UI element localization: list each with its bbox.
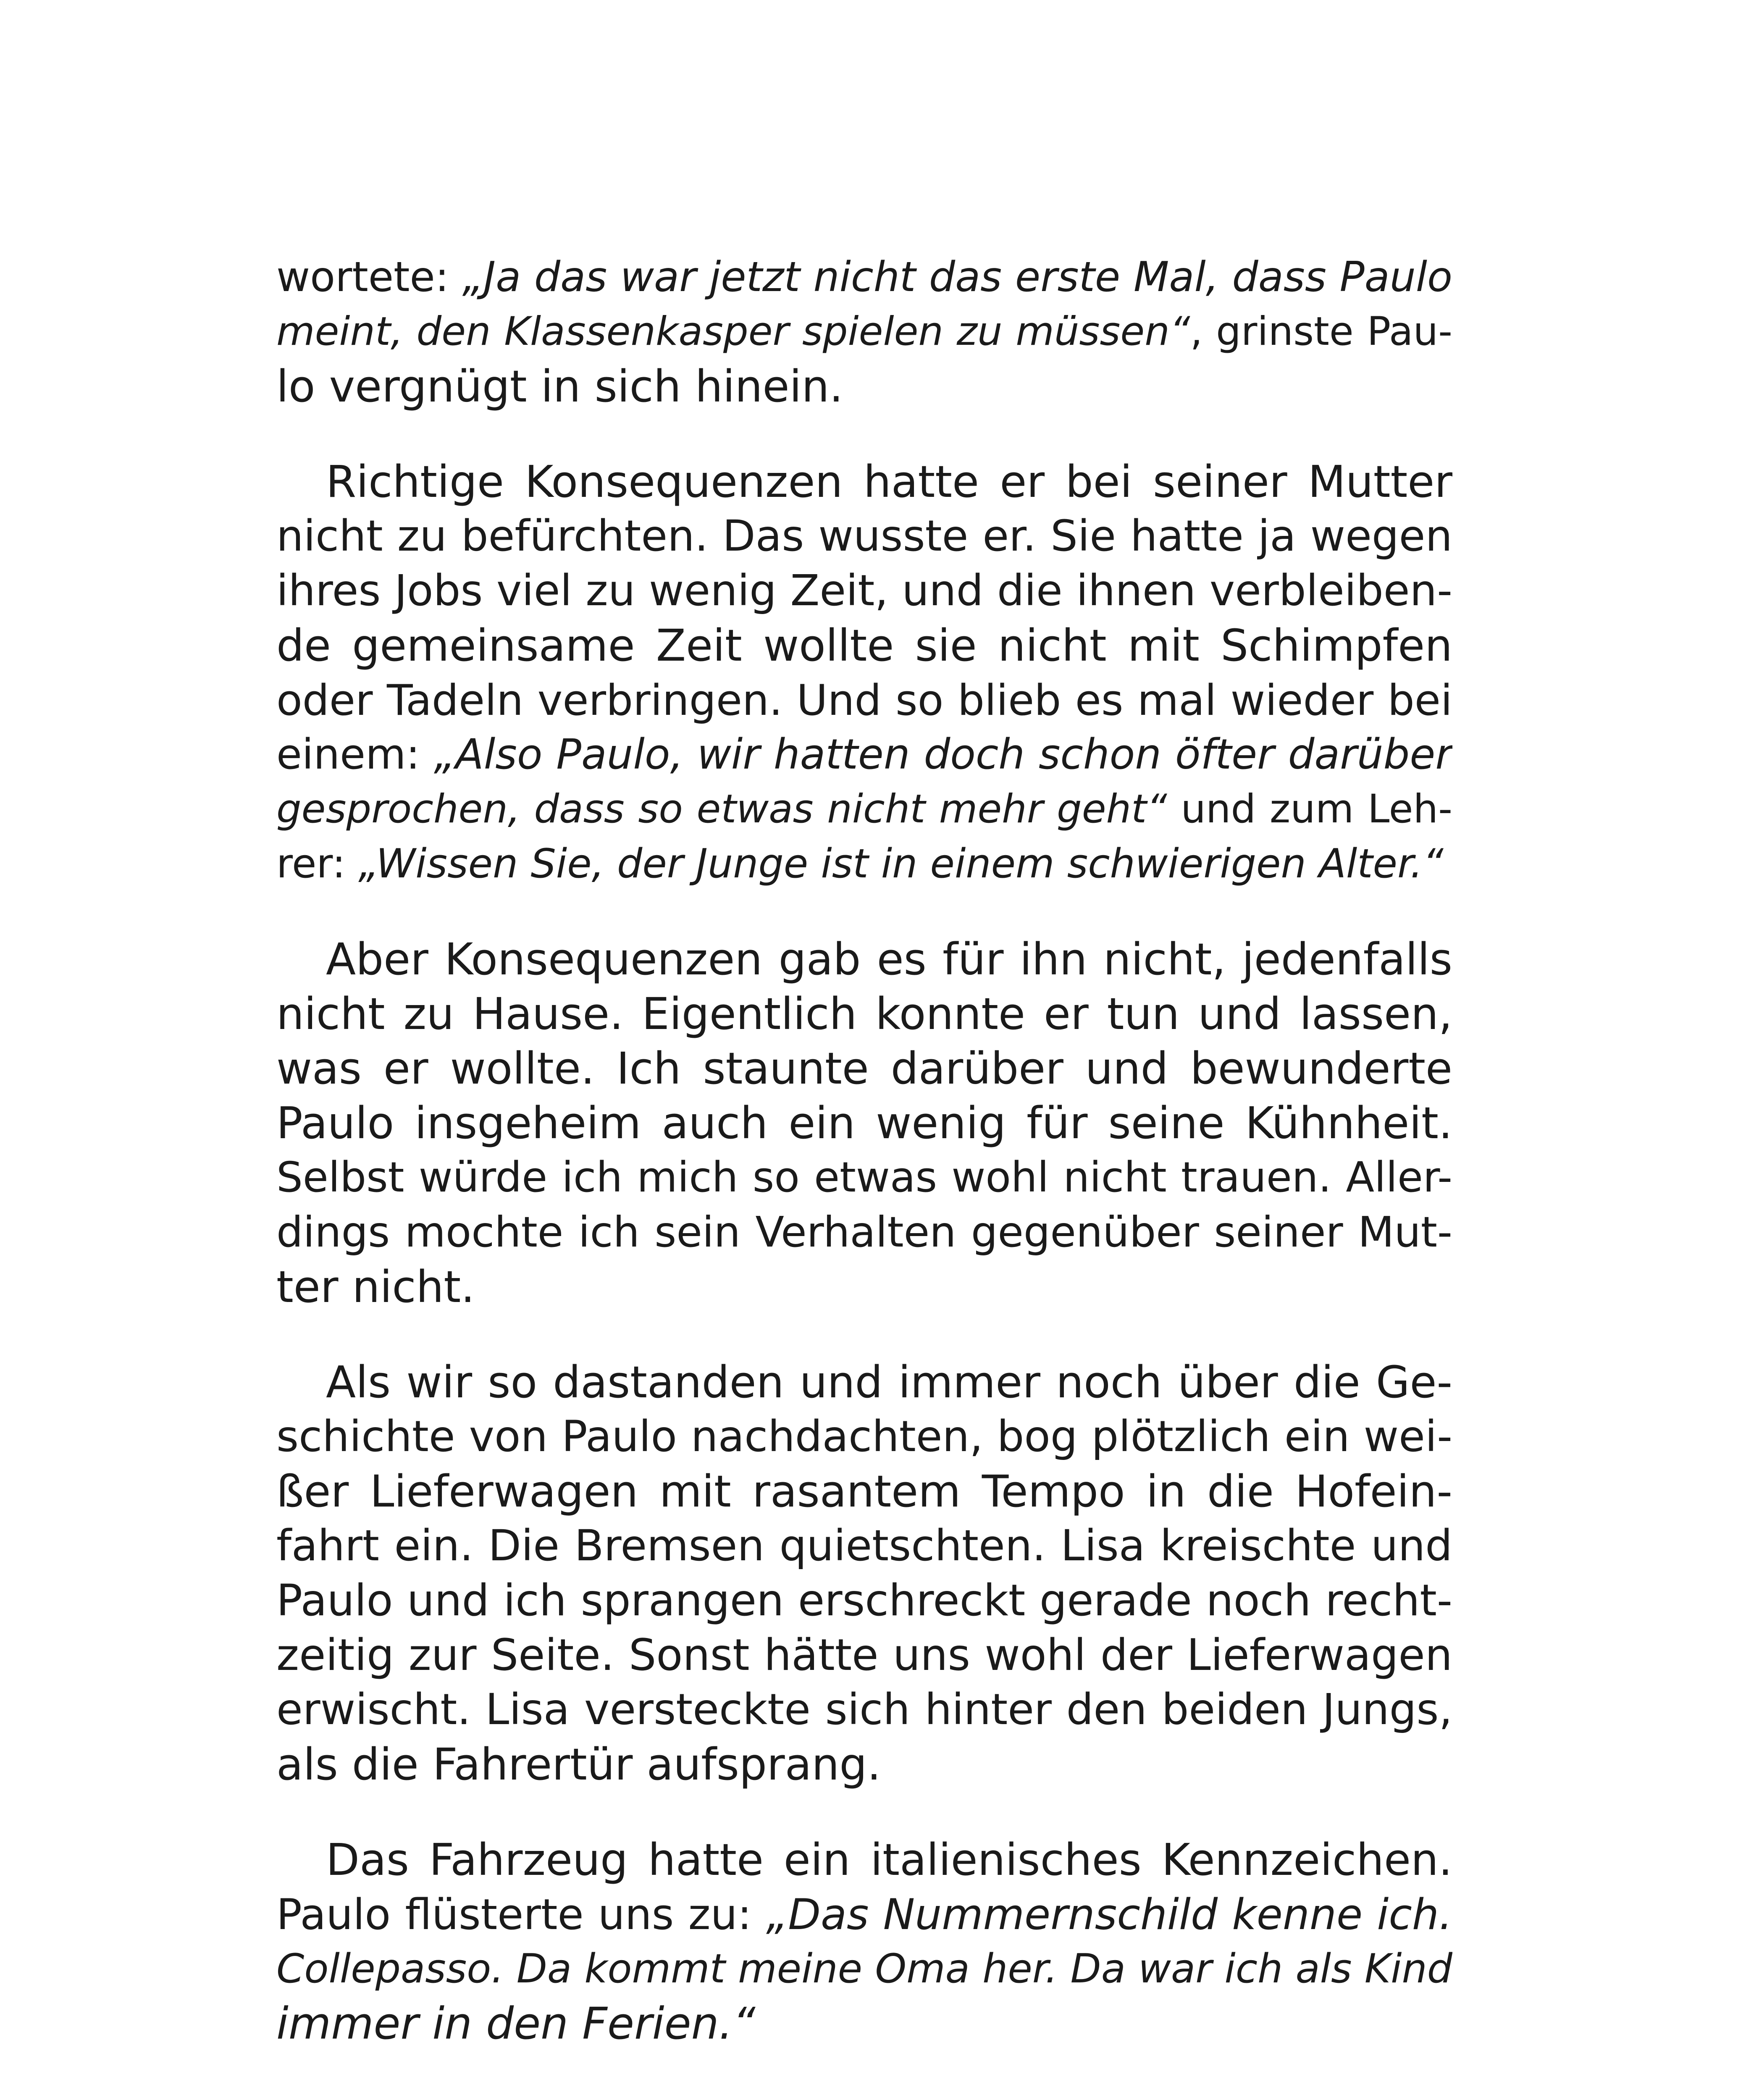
text-run: erwischt. Lisa versteckte sich hinter den beiden Jungs,	[276, 1685, 1452, 1735]
text-line	[276, 250, 1452, 304]
text-line	[276, 1355, 1452, 1410]
text-line	[276, 932, 1452, 987]
text-run: de gemeinsame Zeit wollte sie nicht mit Schimpfen	[276, 620, 1452, 671]
text-line	[276, 782, 1452, 837]
text-line	[276, 1573, 1452, 1628]
text-run: schichte von Paulo nachdachten, bog plötzlich ein wei-	[276, 1412, 1452, 1462]
text-run: ter nicht.	[276, 1261, 475, 1312]
text-run: nicht zu befürchten. Das wusste er. Sie hatte ja wegen	[276, 511, 1452, 561]
text-line	[276, 509, 1452, 564]
quote-run: „Also Paulo, wir hatten doch schon öfter darüber	[433, 730, 1452, 779]
text-line	[276, 618, 1452, 673]
text-run: was er wollte. Ich staunte darüber und bewunderte	[276, 1043, 1452, 1094]
text-run: zeitig zur Seite. Sonst hätte uns wohl der Lieferwagen	[276, 1630, 1452, 1680]
text-run: und zum Leh-	[1167, 786, 1452, 832]
text-line	[276, 1519, 1452, 1573]
text-run: ihres Jobs viel zu wenig Zeit, und die ihnen verbleiben-	[276, 566, 1452, 616]
text-line	[276, 1260, 1452, 1314]
text-line	[276, 1887, 1452, 1942]
text-line	[276, 564, 1452, 618]
text-line	[276, 1737, 1452, 1792]
quote-run: „Das Nummernschild kenne ich.	[766, 1890, 1452, 1939]
text-line	[276, 359, 1452, 414]
text-run: oder Tadeln verbringen. Und so blieb es mal wieder bei	[276, 675, 1452, 725]
quote-run: „Wissen Sie, der Junge ist in einem schwierigen Alter.“	[358, 841, 1444, 887]
text-run: einem:	[276, 730, 434, 779]
text-line	[276, 1150, 1452, 1205]
text-run: nicht zu Hause. Eigentlich konnte er tun und lassen,	[276, 988, 1452, 1040]
text-run: Aber Konsequenzen gab es für ihn nicht, jedenfalls	[326, 934, 1452, 985]
text-run: Paulo und ich sprangen erschreckt gerade noch recht-	[276, 1575, 1452, 1626]
text-run: rer:	[276, 841, 359, 887]
text-line	[276, 1205, 1452, 1260]
text-line	[276, 1410, 1452, 1464]
text-run: als die Fahrertür aufsprang.	[276, 1739, 881, 1790]
text-run: , grinste Pau-	[1190, 309, 1452, 354]
text-line	[276, 837, 1452, 891]
paragraph	[276, 1355, 1452, 1792]
paragraph	[276, 454, 1452, 891]
text-line	[276, 304, 1452, 359]
quote-run: „Ja das war jetzt nicht das erste Mal, dass Paulo	[462, 253, 1452, 301]
text-run: Richtige Konsequenzen hatte er bei seiner Mutter	[326, 456, 1452, 507]
text-line	[276, 673, 1452, 727]
text-run: fahrt ein. Die Bremsen quietschten. Lisa kreischte und	[276, 1521, 1452, 1571]
text-run: Selbst würde ich mich so etwas wohl nicht trauen. Aller-	[276, 1153, 1452, 1202]
text-run: dings mochte ich sein Verhalten gegenüber seiner Mut-	[276, 1208, 1452, 1257]
text-run: Paulo insgeheim auch ein wenig für seine Kühnheit.	[276, 1097, 1452, 1149]
text-run: lo vergnügt in sich hinein.	[276, 361, 843, 412]
paragraph	[276, 932, 1452, 1314]
paragraph	[276, 250, 1452, 414]
text-line	[276, 1683, 1452, 1737]
text-run: ßer Lieferwagen mit rasantem Tempo in die Hofein-	[276, 1466, 1452, 1517]
text-line	[276, 1832, 1452, 1887]
text-line	[276, 987, 1452, 1041]
text-line	[276, 1464, 1452, 1519]
page-body	[276, 250, 1452, 2051]
text-run: wortete:	[276, 253, 462, 301]
text-run: Das Fahrzeug hatte ein italienisches Kennzeichen.	[326, 1834, 1452, 1885]
quote-run: gesprochen, dass so etwas nicht mehr geht“	[276, 786, 1167, 832]
text-line	[276, 454, 1452, 509]
text-line	[276, 727, 1452, 782]
text-line	[276, 1996, 1452, 2051]
quote-run: immer in den Ferien.“	[276, 1998, 756, 2049]
text-line	[276, 1942, 1452, 1996]
text-line	[276, 1096, 1452, 1150]
text-run: Paulo flüsterte uns zu:	[276, 1890, 766, 1939]
quote-run: Collepasso. Da kommt meine Oma her. Da war ich als Kind	[276, 1946, 1452, 1992]
quote-run: meint, den Klassenkasper spielen zu müssen“	[276, 309, 1190, 354]
text-line	[276, 1041, 1452, 1096]
text-run: Als wir so dastanden und immer noch über die Ge-	[326, 1357, 1452, 1408]
text-line	[276, 1628, 1452, 1683]
paragraph	[276, 1832, 1452, 2051]
